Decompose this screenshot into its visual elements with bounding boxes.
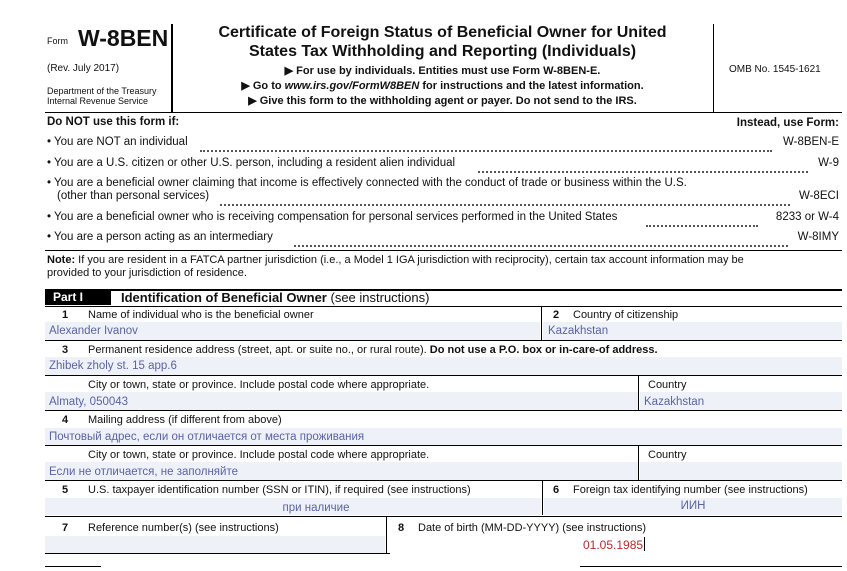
row4-bottom-rule (45, 445, 842, 446)
field-3-number: 3 (62, 344, 69, 356)
alternative-form-1: W-8BEN-E (782, 136, 839, 148)
row7-divider (386, 516, 387, 553)
row3b-divider (638, 375, 639, 410)
row4b-bottom-rule (45, 480, 842, 481)
row4b-divider (638, 445, 639, 480)
page-bottom-rule-right (580, 566, 842, 567)
part1-title (121, 290, 429, 305)
permanent-city-value: Almaty, 050043 (49, 396, 129, 408)
exclusion-item-3-cont: (other than personal services) (57, 190, 210, 202)
instead-use-heading: Instead, use Form: (736, 117, 839, 129)
row3b-bottom-rule (45, 410, 842, 411)
page-bottom-rule (45, 566, 101, 567)
row1-divider (541, 306, 542, 340)
omb-number: OMB No. 1545-1621 (729, 64, 821, 75)
instruction-line-2-post: for instructions and the latest information. (419, 80, 644, 92)
field-1-number: 1 (62, 309, 69, 321)
row5-divider (542, 480, 543, 515)
row1-bottom-rule (45, 340, 842, 341)
field-7-number: 7 (62, 522, 69, 534)
permanent-country-value: Kazakhstan (644, 396, 705, 408)
country-of-citizenship-value: Kazakhstan (548, 325, 609, 337)
do-not-use-heading: Do NOT use this form if: (47, 116, 180, 128)
instruction-line-1: ▶ For use by individuals. Entities must use Form W-8BEN-E. (284, 65, 601, 77)
permanent-address-value: Zhibek zholy st. 15 app.6 (49, 360, 177, 372)
part1-title-suffix: (see instructions) (326, 290, 430, 305)
alternative-form-2: W-9 (818, 157, 839, 169)
row3-bottom-rule (45, 375, 842, 376)
form-title-line-1: Certificate of Foreign Status of Beneficial Owner for United (218, 24, 667, 41)
fatca-note-line-2: provided to your jurisdiction of residence. (47, 267, 247, 279)
field-4-city-label: City or town, state or province. Include postal code where appropriate. (88, 449, 430, 461)
leader-dots (220, 204, 790, 206)
leader-dots (200, 150, 772, 152)
department-line-2: Internal Revenue Service (47, 96, 149, 106)
irs-url-link[interactable]: www.irs.gov/FormW8BEN (284, 80, 420, 92)
field-4-number: 4 (62, 414, 69, 426)
mailing-country-field[interactable] (640, 462, 842, 480)
field-3-label-bold: Do not use a P.O. box or in-care-of address. (426, 344, 658, 356)
revision-date: (Rev. July 2017) (47, 63, 120, 74)
form-title-line-2: States Tax Withholding and Reporting (Individuals) (248, 43, 637, 60)
field-6-label: Foreign tax identifying number (see instructions) (573, 484, 808, 496)
field-5-number: 5 (62, 484, 69, 496)
reference-number-field[interactable] (45, 536, 385, 553)
exclusion-item-5: • You are a person acting as an intermediary (47, 231, 273, 243)
field-8-label: Date of birth (MM-DD-YYYY) (see instructions) (418, 522, 646, 534)
fatca-note-line-1 (47, 254, 744, 266)
us-tin-value: при наличие (282, 502, 350, 514)
part1-title-rule (45, 306, 842, 307)
permanent-city-field[interactable] (45, 392, 638, 410)
field-4-country-label: Country (648, 449, 687, 461)
note-text: If you are resident in a FATCA partner jurisdiction (i.e., a Model 1 IGA jurisdiction with reciprocity), certain tax account information may be (75, 254, 744, 266)
field-3-label (88, 344, 658, 356)
field-2-label: Country of citizenship (573, 309, 679, 321)
form-name: W-8BEN (78, 25, 169, 51)
form-word: Form (47, 36, 68, 46)
field-7-label: Reference number(s) (see instructions) (88, 522, 279, 534)
exclusion-item-3: • You are a beneficial owner claiming that income is effectively connected with the conduct of trade or business within the U.S. (47, 177, 687, 189)
beneficial-owner-name-value: Alexander Ivanov (49, 325, 138, 337)
date-of-birth-value: 01.05.1985 (583, 538, 644, 552)
field-3-city-label: City or town, state or province. Include postal code where appropriate. (88, 379, 430, 391)
text-cursor (644, 537, 645, 551)
exclusion-item-4: • You are a beneficial owner who is receiving compensation for personal services performed in the United States (47, 211, 618, 223)
leader-dots (646, 225, 758, 227)
part1-tag: Part I (45, 290, 111, 305)
exclusion-bottom-rule (45, 250, 842, 251)
instruction-line-2 (172, 79, 713, 92)
instruction-line-2-pre: ▶ Go to (241, 80, 285, 92)
alternative-form-3: W-8ECI (798, 190, 839, 202)
field-8-number: 8 (398, 522, 405, 534)
row5-bottom-rule (45, 516, 842, 517)
part1-title-bold: Identification of Beneficial Owner (121, 290, 327, 305)
row7-bottom-rule (45, 553, 390, 554)
field-3-label-text: Permanent residence address (street, apt. or suite no., or rural route). (88, 344, 427, 356)
field-6-number: 6 (553, 484, 560, 496)
leader-dots (478, 171, 808, 173)
field-2-number: 2 (553, 309, 560, 321)
alternative-form-5: W-8IMY (797, 231, 839, 243)
department-line-1: Department of the Treasury (47, 86, 157, 96)
leader-dots (294, 245, 788, 247)
exclusion-item-2: • You are a U.S. citizen or other U.S. person, including a resident alien individual (47, 157, 456, 169)
field-5-label: U.S. taxpayer identification number (SSN or ITIN), if required (see instructions) (88, 484, 471, 496)
note-label: Note: (47, 254, 76, 266)
header-divider-right (713, 24, 714, 112)
field-4-label: Mailing address (if different from above) (88, 414, 282, 426)
field-3-country-label: Country (648, 379, 687, 391)
foreign-tin-value: ИИН (680, 500, 706, 512)
exclusion-item-1: • You are NOT an individual (47, 136, 188, 148)
mailing-city-value: Если не отличается, не заполняйте (49, 466, 238, 478)
instruction-line-3: ▶ Give this form to the withholding agent or payer. Do not send to the IRS. (248, 95, 637, 107)
field-1-label: Name of individual who is the beneficial owner (88, 309, 314, 321)
alternative-form-4: 8233 or W-4 (775, 211, 839, 223)
mailing-address-value: Почтовый адрес, если он отличается от места проживания (49, 431, 365, 443)
header-bottom-rule (45, 112, 842, 113)
